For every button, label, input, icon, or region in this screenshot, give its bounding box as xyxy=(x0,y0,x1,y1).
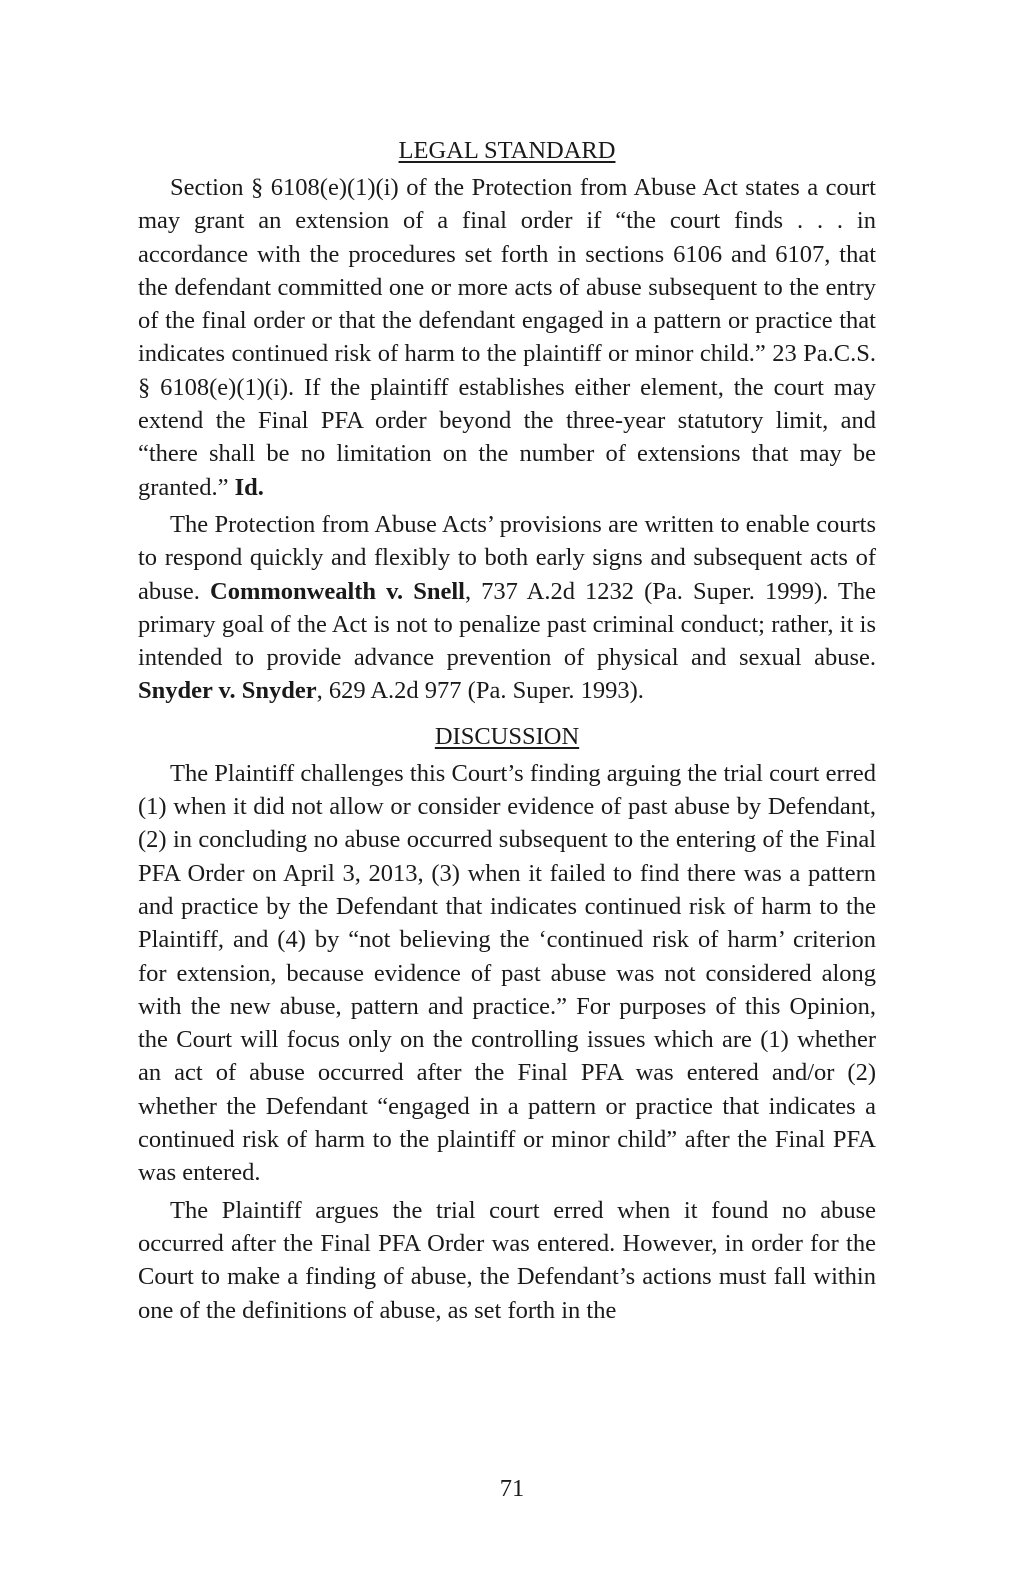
page-body xyxy=(138,130,876,1327)
legal-standard-paragraph-1 xyxy=(138,171,876,504)
case-name-snell: Commonwealth v. Snell xyxy=(210,577,465,605)
id-citation: Id. xyxy=(234,473,264,501)
discussion-paragraph-2: The Plaintiff argues the trial court erred when it found no abuse occurred after the Final PFA Order was entered. However, in order for the Court to make a finding of abuse, the Defendant’s actions must fall within one of the definitions of abuse, as set forth in the xyxy=(138,1196,876,1324)
legal-standard-paragraph-2-text-b: , 737 A.2d 1232 (Pa. Super. 1999). The primary goal of the Act is not to penalize past criminal conduct; rather, it is intended to provide advance prevention of physical and sexual abuse. xyxy=(138,577,876,672)
page-number: 71 xyxy=(499,1475,525,1502)
legal-standard-paragraph-2-text-c: , 629 A.2d 977 (Pa. Super. 1993). xyxy=(316,677,644,705)
legal-standard-paragraph-2-text-a: The Protection from Abuse Acts’ provisions are written to enable courts to respond quickly and flexibly to both early signs and subsequent acts of abuse. xyxy=(138,510,876,605)
discussion-heading: DISCUSSION xyxy=(434,722,580,750)
legal-standard-heading: LEGAL STANDARD xyxy=(398,137,616,164)
discussion-paragraph-1: The Plaintiff challenges this Court’s finding arguing the trial court erred (1) when it did not allow or consider evidence of past abuse by Defendant, (2) in concluding no abuse occurred subsequent to the entering of the Final PFA Order on April 3, 2013, (3) when it failed to find there was a pattern and practice by the Defendant that indicates continued risk of harm to the Plaintiff, and (4) by “not believing the ‘continued risk of harm’ criterion for extension, because evidence of past abuse was not considered along with the new abuse, pattern and practice.” For purposes of this Opinion, the Court will focus only on the controlling issues which are (1) whether an act of abuse occurred after the Final PFA was entered and/or (2) whether the Defendant “engaged in a pattern or practice that indicates a continued risk of harm to the plaintiff or minor child” after the Final PFA was entered. xyxy=(138,759,876,1187)
legal-standard-paragraph-2 xyxy=(138,508,876,708)
case-name-snyder: Snyder v. Snyder xyxy=(138,677,317,705)
legal-standard-paragraph-1-text: Section § 6108(e)(1)(i) of the Protection from Abuse Act states a court may grant an extension of a final order if “the court finds . . . in accordance with the procedures set forth in sections 6106 and 6107, that the defendant committed one or more acts of abuse subsequent to the entry of the final order or that the defendant engaged in a pattern or practice that indicates continued risk of harm to the plaintiff or minor child.” 23 Pa.C.S. § 6108(e)(1)(i). If the plaintiff establishes either element, the court may extend the Final PFA order beyond the three-year statutory limit, and “there shall be no limitation on the number of extensions that may be granted.” xyxy=(138,174,876,501)
